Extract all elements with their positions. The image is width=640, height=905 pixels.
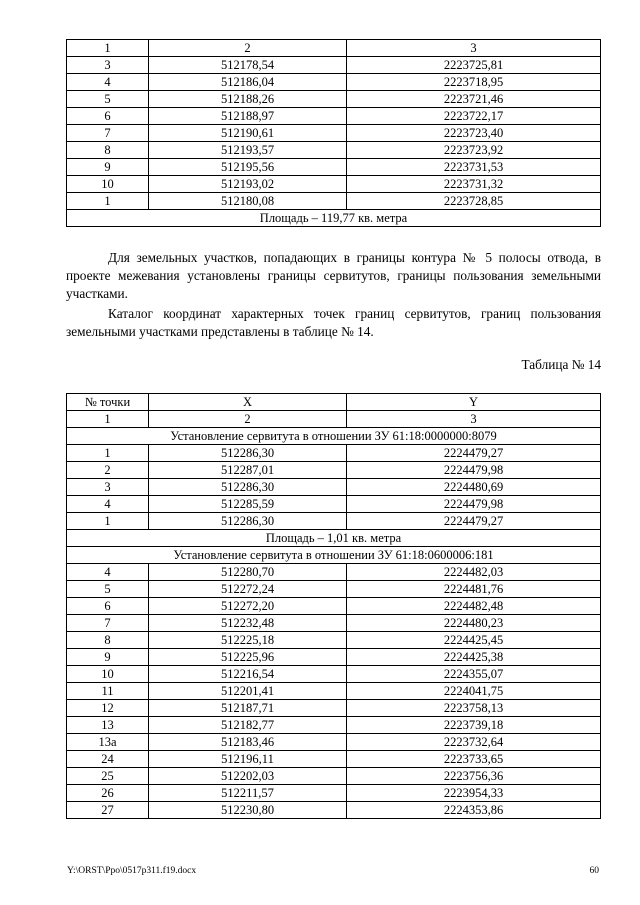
- y-cell: 2224480,69: [347, 479, 601, 496]
- x-cell: 512196,11: [149, 751, 347, 768]
- y-cell: 2224425,45: [347, 632, 601, 649]
- point-cell: 5: [67, 91, 149, 108]
- y-cell: 2224479,27: [347, 513, 601, 530]
- coordinates-table-14: [66, 393, 601, 819]
- table-row: [67, 564, 601, 581]
- x-cell: 512193,02: [149, 176, 347, 193]
- table-row: [67, 666, 601, 683]
- y-cell: 2223722,17: [347, 108, 601, 125]
- table-row: [67, 513, 601, 530]
- y-cell: 2224479,27: [347, 445, 601, 462]
- y-cell: 2223732,64: [347, 734, 601, 751]
- area-total-row: [67, 530, 601, 547]
- point-cell: 1: [67, 445, 149, 462]
- y-cell: 2224479,98: [347, 462, 601, 479]
- point-cell: 8: [67, 632, 149, 649]
- table-row: [67, 91, 601, 108]
- point-cell: 5: [67, 581, 149, 598]
- point-cell: 8: [67, 142, 149, 159]
- footer-page-number: 60: [589, 866, 599, 876]
- x-cell: 512280,70: [149, 564, 347, 581]
- area-total-row: [67, 210, 601, 227]
- table-row: [67, 108, 601, 125]
- y-cell: 2224425,38: [347, 649, 601, 666]
- table-row: [67, 496, 601, 513]
- column-header-row: [67, 394, 601, 411]
- x-cell: 512190,61: [149, 125, 347, 142]
- point-cell: 25: [67, 768, 149, 785]
- point-cell: 26: [67, 785, 149, 802]
- table-row: [67, 615, 601, 632]
- table-row: [67, 159, 601, 176]
- table-row: [67, 632, 601, 649]
- x-cell: 512178,54: [149, 57, 347, 74]
- point-cell: 6: [67, 598, 149, 615]
- table-row: [67, 751, 601, 768]
- point-cell: 4: [67, 74, 149, 91]
- column-numbering-row: [67, 411, 601, 428]
- x-cell: 512286,30: [149, 445, 347, 462]
- point-cell: 1: [67, 40, 149, 57]
- y-cell: 2223758,13: [347, 700, 601, 717]
- section-title-row: [67, 428, 601, 445]
- table-row: [67, 717, 601, 734]
- table-row: [67, 176, 601, 193]
- y-cell: 2224480,23: [347, 615, 601, 632]
- x-cell: 512183,46: [149, 734, 347, 751]
- table-row: [67, 57, 601, 74]
- x-cell: 512180,08: [149, 193, 347, 210]
- y-cell: 2223756,36: [347, 768, 601, 785]
- x-cell: 512211,57: [149, 785, 347, 802]
- y-cell: 2224481,76: [347, 581, 601, 598]
- point-cell: 9: [67, 159, 149, 176]
- y-cell: 2223718,95: [347, 74, 601, 91]
- y-cell: 2223723,40: [347, 125, 601, 142]
- point-cell: 2: [67, 462, 149, 479]
- y-cell: 3: [347, 40, 601, 57]
- section-title: Установление сервитута в отношении ЗУ 61:18:0000000:8079: [67, 428, 601, 445]
- y-cell: 3: [347, 411, 601, 428]
- x-cell: 512193,57: [149, 142, 347, 159]
- coordinates-table-continued: [66, 39, 601, 227]
- point-cell: 13а: [67, 734, 149, 751]
- y-cell: 2224353,86: [347, 802, 601, 819]
- point-cell: 6: [67, 108, 149, 125]
- x-cell: 2: [149, 40, 347, 57]
- area-total: Площадь – 119,77 кв. метра: [67, 210, 601, 227]
- y-cell: 2223731,32: [347, 176, 601, 193]
- y-cell: 2223721,46: [347, 91, 601, 108]
- x-cell: X: [149, 394, 347, 411]
- x-cell: 512287,01: [149, 462, 347, 479]
- footer-file-path: Y:\ORST\Ppo\0517p311.f19.docx: [67, 866, 197, 876]
- table-row: [67, 802, 601, 819]
- y-cell: 2224482,48: [347, 598, 601, 615]
- point-cell: 27: [67, 802, 149, 819]
- y-cell: 2223731,53: [347, 159, 601, 176]
- x-cell: 512230,80: [149, 802, 347, 819]
- y-cell: 2224479,98: [347, 496, 601, 513]
- y-cell: 2223733,65: [347, 751, 601, 768]
- point-cell: 13: [67, 717, 149, 734]
- y-cell: 2223954,33: [347, 785, 601, 802]
- y-cell: Y: [347, 394, 601, 411]
- x-cell: 512225,18: [149, 632, 347, 649]
- table1-body: [67, 40, 601, 227]
- x-cell: 512272,24: [149, 581, 347, 598]
- point-cell: 1: [67, 193, 149, 210]
- x-cell: 512272,20: [149, 598, 347, 615]
- table-row: [67, 649, 601, 666]
- y-cell: 2223725,81: [347, 57, 601, 74]
- table-row: [67, 445, 601, 462]
- y-cell: 2224355,07: [347, 666, 601, 683]
- x-cell: 512201,41: [149, 683, 347, 700]
- x-cell: 512202,03: [149, 768, 347, 785]
- column-numbering-row: [67, 40, 601, 57]
- point-cell: 11: [67, 683, 149, 700]
- point-cell: 4: [67, 496, 149, 513]
- table-row: [67, 125, 601, 142]
- x-cell: 512186,04: [149, 74, 347, 91]
- table-caption: Таблица № 14: [521, 357, 601, 372]
- x-cell: 2: [149, 411, 347, 428]
- point-cell: 4: [67, 564, 149, 581]
- point-cell: № точки: [67, 394, 149, 411]
- point-cell: 1: [67, 513, 149, 530]
- x-cell: 512187,71: [149, 700, 347, 717]
- table-row: [67, 734, 601, 751]
- table-row: [67, 142, 601, 159]
- point-cell: 7: [67, 125, 149, 142]
- point-cell: 1: [67, 411, 149, 428]
- x-cell: 512286,30: [149, 479, 347, 496]
- point-cell: 3: [67, 479, 149, 496]
- x-cell: 512216,54: [149, 666, 347, 683]
- x-cell: 512225,96: [149, 649, 347, 666]
- area-total: Площадь – 1,01 кв. метра: [67, 530, 601, 547]
- table-row: [67, 462, 601, 479]
- y-cell: 2223723,92: [347, 142, 601, 159]
- point-cell: 12: [67, 700, 149, 717]
- x-cell: 512285,59: [149, 496, 347, 513]
- x-cell: 512232,48: [149, 615, 347, 632]
- x-cell: 512188,26: [149, 91, 347, 108]
- point-cell: 10: [67, 176, 149, 193]
- paragraph-servitude-intro: Для земельных участков, попадающих в границы контура № 5 полосы отвода, в проекте межевания установлены границы сервитутов, границы пользования земельными участками.: [66, 250, 601, 301]
- y-cell: 2223728,85: [347, 193, 601, 210]
- x-cell: 512188,97: [149, 108, 347, 125]
- x-cell: 512182,77: [149, 717, 347, 734]
- table-row: [67, 193, 601, 210]
- table-row: [67, 598, 601, 615]
- table-row: [67, 683, 601, 700]
- point-cell: 24: [67, 751, 149, 768]
- section-title-row: [67, 547, 601, 564]
- paragraph-catalog-reference: Каталог координат характерных точек границ сервитутов, границ пользования земельными участками представлены в таблице № 14.: [66, 306, 601, 339]
- table-row: [67, 479, 601, 496]
- x-cell: 512286,30: [149, 513, 347, 530]
- x-cell: 512195,56: [149, 159, 347, 176]
- y-cell: 2224041,75: [347, 683, 601, 700]
- y-cell: 2224482,03: [347, 564, 601, 581]
- section-title: Установление сервитута в отношении ЗУ 61:18:0600006:181: [67, 547, 601, 564]
- point-cell: 3: [67, 57, 149, 74]
- table2-body: [67, 394, 601, 819]
- y-cell: 2223739,18: [347, 717, 601, 734]
- table-row: [67, 785, 601, 802]
- point-cell: 10: [67, 666, 149, 683]
- table-row: [67, 581, 601, 598]
- table-row: [67, 700, 601, 717]
- table-row: [67, 768, 601, 785]
- point-cell: 9: [67, 649, 149, 666]
- point-cell: 7: [67, 615, 149, 632]
- table-row: [67, 74, 601, 91]
